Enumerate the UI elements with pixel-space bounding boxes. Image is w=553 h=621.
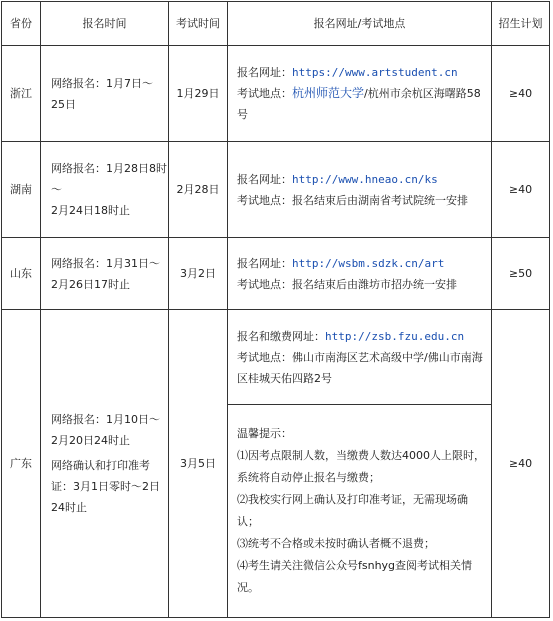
province-cell: 山东	[2, 238, 41, 310]
signup-line: 网络确认和打印准考证：3月1日零时～2日24时止	[51, 459, 160, 514]
tip-item: ⑷考生请关注微信公众号fsnhyg查阅考试相关情况。	[237, 559, 473, 594]
exam-date-cell: 3月2日	[169, 238, 228, 310]
table-row	[2, 310, 550, 405]
signup-line: ～	[51, 183, 62, 196]
province-cell: 广东	[2, 310, 41, 618]
site-cell	[228, 238, 492, 310]
place-text: 佛山市南海区艺术高级中学/佛山市南海区桂城天佑四路2号	[237, 350, 483, 385]
site-label: 报名网址：	[237, 256, 292, 270]
plan-cell: ≥50	[492, 238, 550, 310]
header-row	[2, 2, 550, 46]
header-plan: 招生计划	[492, 2, 550, 46]
place-label: 考试地点：	[237, 193, 292, 207]
province-cell: 浙江	[2, 46, 41, 142]
signup-line: 网络报名：1月10日～2月20日24时止	[51, 413, 160, 447]
plan-cell: ≥40	[492, 142, 550, 238]
header-province: 省份	[2, 2, 41, 46]
table-row	[2, 238, 550, 310]
tip-item: ⑶统考不合格或未按时确认者概不退费；	[237, 537, 435, 550]
table-row	[2, 46, 550, 142]
signup-line: 2月24日18时止	[51, 204, 130, 217]
header-site: 报名网址/考试地点	[228, 2, 492, 46]
header-signup-time: 报名时间	[41, 2, 169, 46]
site-cell	[228, 46, 492, 142]
tip-item: ⑴因考点限制人数，当缴费人数达4000人上限时，系统将自动停止报名与缴费；	[237, 449, 485, 484]
place-label: 考试地点：	[237, 350, 292, 364]
place-label: 考试地点：	[237, 277, 292, 291]
tips-title: 温馨提示：	[237, 427, 292, 440]
site-url-link[interactable]: http://wsbm.sdzk.cn/art	[292, 256, 445, 270]
site-url-link[interactable]: https://www.artstudent.cn	[292, 66, 458, 79]
exam-date-cell: 1月29日	[169, 46, 228, 142]
place-text: /杭州市余杭区海曙路58号	[237, 87, 481, 121]
header-exam-time: 考试时间	[169, 2, 228, 46]
site-label: 报名网址：	[237, 66, 292, 79]
exam-date-cell: 2月28日	[169, 142, 228, 238]
tip-item: ⑵我校实行网上确认及打印准考证，无需现场确认；	[237, 493, 468, 528]
signup-time-cell: 网络报名：1月7日～25日	[41, 46, 169, 142]
place-text: 报名结束后由潍坊市招办统一安排	[292, 277, 457, 291]
place-link[interactable]: 杭州师范大学	[292, 86, 365, 100]
signup-time-cell: 网络报名：1月31日～2月26日17时止	[41, 238, 169, 310]
table-row	[2, 142, 550, 238]
province-cell: 湖南	[2, 142, 41, 238]
site-label: 报名网址：	[237, 172, 292, 186]
place-text: 报名结束后由湖南省考试院统一安排	[292, 193, 468, 207]
site-label: 报名和缴费网址：	[237, 329, 325, 343]
site-url-link[interactable]: http://zsb.fzu.edu.cn	[325, 329, 465, 343]
site-url-link[interactable]: http://www.hneao.cn/ks	[292, 172, 438, 186]
admission-table	[1, 1, 550, 618]
plan-cell: ≥40	[492, 310, 550, 618]
place-label: 考试地点：	[237, 87, 292, 100]
plan-cell: ≥40	[492, 46, 550, 142]
exam-date-cell: 3月5日	[169, 310, 228, 618]
site-cell	[228, 142, 492, 238]
signup-line: 网络报名：1月28日8时	[51, 162, 167, 175]
signup-time-cell	[41, 310, 169, 618]
tips-cell	[228, 405, 492, 618]
signup-time-cell	[41, 142, 169, 238]
site-cell	[228, 310, 492, 405]
